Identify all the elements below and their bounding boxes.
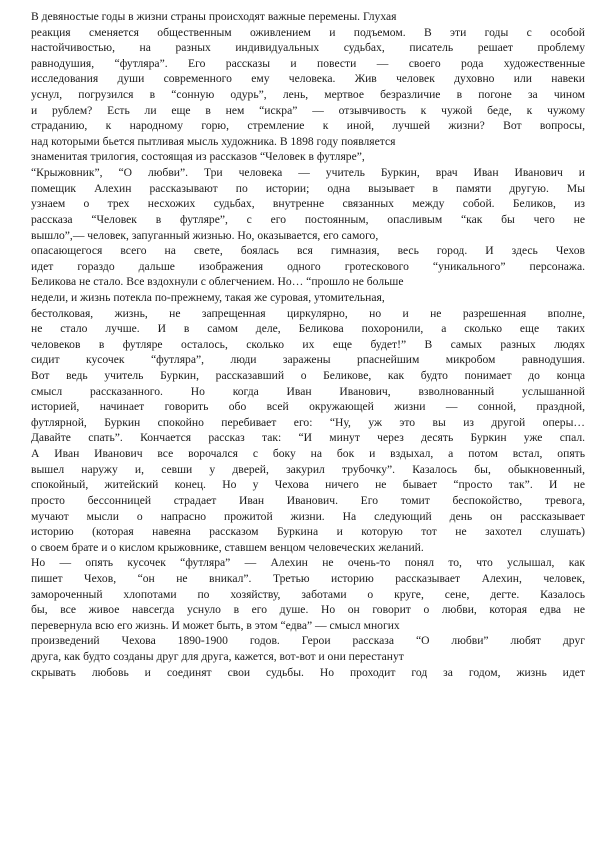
text-line: Но — опять кусочек “футляра” — Алехин не очень-то понял то, что услышал, как bbox=[31, 556, 585, 570]
text-line: Вот ведь учитель Буркин, рассказавший о Беликове, как будто понимает до конца bbox=[31, 369, 585, 383]
text-line: настойчивостью, на разных индивидуальных судьбах, писатель решает проблему bbox=[31, 41, 585, 55]
text-line: равнодушия, “футляра”. Его рассказы и повести — своего рода художественные bbox=[31, 56, 585, 70]
text-line: узнаем о трех несхожих судьбах, внутренне связанных между собой. Беликов, из bbox=[31, 197, 585, 211]
text-line: спокойный, житейский конец. Но у Чехова ничего не бывает “просто так”. И не bbox=[31, 478, 585, 492]
text-line: не стало лучше. И в самом деле, Беликова похоронили, а сколько еще таких bbox=[31, 322, 585, 336]
text-line: вышел наружу и, севши у дверей, закурил трубочку”. Казалось бы, обыкновенный, bbox=[31, 462, 585, 476]
text-line: смысл рассказанного. Но когда Иван Иванович, взволнованный услышанной bbox=[31, 384, 585, 398]
text-line: идет гораздо дальше изображения одного гротескового “уникального” персонажа. bbox=[31, 259, 585, 273]
text-line: футлярной, Буркин спокойно перебивает его: “Ну, уж это вы из другой оперы… bbox=[31, 415, 585, 429]
text-line: замороченный хлопотами по хозяйству, заботами о круге, сене, дегте. Казалось bbox=[31, 587, 585, 601]
text-line: над которыми бьется пытливая мысль художника. В 1898 году появляется bbox=[31, 134, 396, 148]
text-line: знаменитая трилогия, состоящая из рассказов “Человек в футляре”, bbox=[31, 150, 365, 164]
text-line: друга, как будто созданы друг для друга, кажется, вот-вот и они перестанут bbox=[31, 649, 404, 663]
text-line: рассказа “Человек в футляре”, с его постоянным, опасливым “как бы чего не bbox=[31, 212, 585, 226]
text-line: пишет Чехов, “он не вникал”. Третью историю рассказывает Алехин, человек, bbox=[31, 571, 585, 585]
text-line: просто бессонницей страдает Иван Иванович. Его томит беспокойство, тревога, bbox=[31, 493, 585, 507]
text-line: сидит кусочек “футляра”, люди заражены рпаснейшим микробом равнодушия. bbox=[31, 353, 585, 367]
text-line: исследования души современного ему человека. Жив человек духовно или навеки bbox=[31, 72, 585, 86]
text-line: страданию, к народному горю, стремление к иной, лучшей жизни? Вот вопросы, bbox=[31, 119, 585, 133]
text-line: Беликова не стало. Все вздохнули с облегчением. Но… “прошло не больше bbox=[31, 275, 404, 289]
text-line: историей, начинает говорить обо всей окружающей жизни — сонной, праздной, bbox=[31, 400, 585, 414]
text-line: вышло”,— человек, запуганный жизнью. Но, оказывается, его самого, bbox=[31, 228, 379, 242]
text-line: о своем брате и о кислом крыжовнике, ставшем венцом человеческих желаний. bbox=[31, 540, 424, 554]
body-text bbox=[31, 9, 585, 680]
text-line: историю (которая навеяна рассказом Буркина и которую тот не захотел слушать) bbox=[31, 525, 585, 539]
text-line: скрывать любовь и соединят свои судьбы. Но проходит год за годом, жизнь идет bbox=[31, 665, 585, 679]
text-line: мучают мысли о напрасно прожитой жизни. На следующий день он рассказывает bbox=[31, 509, 585, 523]
text-line: уснул, погрузился в “сонную одурь”, лень, мертвое безразличие в погоне за чином bbox=[31, 88, 585, 102]
text-line: перевернула всю его жизнь. И может быть, в этом “едва” — смысл многих bbox=[31, 618, 400, 632]
text-line: бы, все живое навсегда уснуло в его душе. Но он говорит о любви, которая едва не bbox=[31, 603, 585, 617]
text-line: произведений Чехова 1890-1900 годов. Герои рассказа “О любви” любят друг bbox=[31, 634, 585, 648]
text-line: и рублем? Есть ли еще в нем “искра” — отзывчивость к чужой беде, к чужому bbox=[31, 103, 585, 117]
text-line: недели, и жизнь потекла по-прежнему, такая же суровая, утомительная, bbox=[31, 290, 385, 304]
text-line: человеков в футляре осталось, сколько их еще будет!” В самых разных людях bbox=[31, 337, 585, 351]
text-line: реакция сменяется общественным оживлением и подъемом. В эти годы с особой bbox=[31, 25, 585, 39]
text-line: помещик Алехин рассказывают по истории; одна вызывает в памяти другую. Мы bbox=[31, 181, 585, 195]
text-line: опасающегося всего на свете, боялась вся гимназия, весь город. И здесь Чехов bbox=[31, 244, 585, 258]
text-line: В девяностые годы в жизни страны происходят важные перемены. Глухая bbox=[31, 10, 397, 23]
text-line: “Крыжовник”, “О любви”. Три человека — учитель Буркин, врач Иван Иванович и bbox=[31, 166, 585, 180]
text-line: Давайте спать”. Кончается рассказ так: “И минут через десять Буркин уже спал. bbox=[31, 431, 585, 445]
text-line: А Иван Иванович все ворочался с боку на бок и вздыхал, а потом встал, опять bbox=[31, 447, 585, 461]
text-line: бестолковая, жизнь, не запрещенная циркулярно, но и не разрешенная вполне, bbox=[31, 306, 585, 320]
